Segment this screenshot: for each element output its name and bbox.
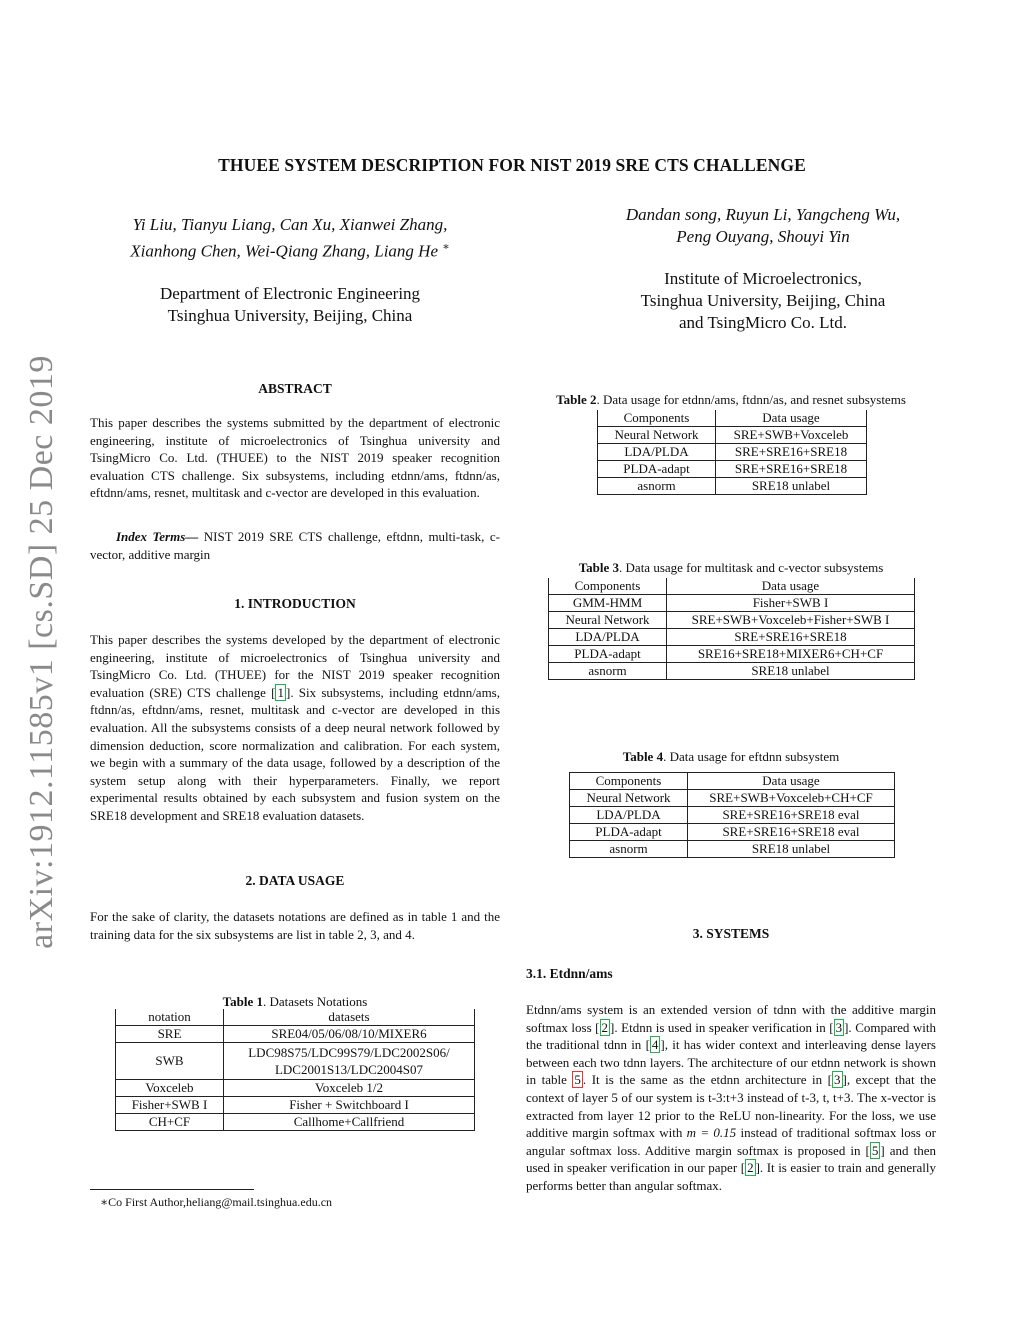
table-cell: Fisher+SWB I [667, 595, 915, 612]
table-header-cell: Components [570, 773, 688, 790]
table-row [570, 824, 895, 841]
table-row [549, 595, 915, 612]
table-cell: SRE04/05/06/08/10/MIXER6 [224, 1026, 475, 1043]
table-row [598, 478, 867, 495]
table4-caption: Table 4. Data usage for eftdnn subsystem [622, 749, 840, 764]
table-cell: Fisher+SWB I [116, 1097, 224, 1114]
footnote: ∗Co First Author,heliang@mail.tsinghua.edu.cn [100, 1195, 333, 1209]
table-header-cell: Data usage [716, 410, 867, 427]
table-header-cell: notation [116, 1009, 224, 1026]
abstract-heading: ABSTRACT [258, 381, 332, 396]
table-row [549, 646, 915, 663]
table-row [549, 629, 915, 646]
table-cell: CH+CF [116, 1114, 224, 1131]
authors-right-line2: Peng Ouyang, Shouyi Yin [676, 227, 850, 246]
table-row [549, 663, 915, 680]
table-cell: Fisher + Switchboard I [224, 1097, 475, 1114]
margin-expression: m = 0.15 [686, 1125, 737, 1141]
authors-left [90, 214, 490, 327]
table-header-row [116, 1009, 475, 1026]
table-cell: LDC98S75/LDC99S79/LDC2002S06/ LDC2001S13/LDC2004S07 [224, 1043, 475, 1080]
table-cell: GMM-HMM [549, 595, 667, 612]
table-cell: SRE+SRE16+SRE18 eval [688, 807, 895, 824]
table-row [116, 1043, 475, 1080]
affil-right-3: and TsingMicro Co. Ltd. [678, 313, 848, 332]
table-row [598, 444, 867, 461]
table-cell: SRE+SWB+Voxceleb+Fisher+SWB I [667, 612, 915, 629]
table-row [116, 1080, 475, 1097]
table-row [116, 1026, 475, 1043]
citation-link[interactable]: 5 [871, 1142, 879, 1158]
table-header-cell: Data usage [688, 773, 895, 790]
etdnn-text: Etdnn/ams system is an extended version of tdnn with the additive margin softmax loss [ 2 ]. Etdnn is used in speaker verification in [ 3 ]. Compared with the traditional tdnn in [ 4 ], it has wider context and interleaving dense layers between each two tdnn layers. The architecture of our etdnn network is shown in table 5 . It is the same as the etdnn architecture in [ 3 ], except that the context of layer 5 of our system is t-3:t+3 instead of t-3, t, t+3. The x-vector is extracted from layer 12 prior to the ReLU non-linearity. For the loss, we use additive margin softmax with m = 0.15 instead of traditional softmax loss or angular softmax loss. Additive margin softmax is proposed in [ 5 ] and then used in speaker verification in our paper [ 2 ]. It is easier to train and generally performs better than angular softmax. [526, 1002, 936, 1193]
table-header-row [598, 410, 867, 427]
table1 [115, 1009, 475, 1131]
table2 [597, 410, 867, 495]
table-header-row [570, 773, 895, 790]
table-cell: Voxceleb 1/2 [224, 1080, 475, 1097]
authors-right [563, 204, 963, 334]
index-terms-text: NIST 2019 SRE CTS challenge, eftdnn, multi-task, c-vector, additive margin [90, 529, 500, 562]
table-cell: Neural Network [570, 790, 688, 807]
table-cell: Neural Network [598, 427, 716, 444]
corresponding-author-mark: ∗ [442, 241, 450, 253]
table-cell: PLDA-adapt [549, 646, 667, 663]
table-cell: SRE16+SRE18+MIXER6+CH+CF [667, 646, 915, 663]
table2-caption: Table 2. Data usage for etdnn/ams, ftdnn/as, and resnet subsystems [556, 392, 906, 407]
authors-left-line1: Yi Liu, Tianyu Liang, Can Xu, Xianwei Zhang, [132, 215, 448, 234]
table-cell: LDA/PLDA [598, 444, 716, 461]
table-cell: PLDA-adapt [570, 824, 688, 841]
table-ref-link[interactable]: 5 [574, 1072, 581, 1088]
abstract-text: This paper describes the systems submitted by the department of electronic engineering, institute of microelectronics of Tsinghua university and TsingMicro Co. Ltd. (THUEE) to the NIST 2019 speaker recognition evaluation CTS challenge. Six subsystems, including etdnn/ams, ftdnn/as, eftdnn/ams, resnet, multitask and c-vector are developed in this evaluation. [90, 415, 500, 501]
arxiv-sidebar [22, 352, 62, 952]
citation-link[interactable]: 2 [747, 1160, 754, 1176]
table-cell: SRE18 unlabel [716, 478, 867, 495]
affil-right-2: Tsinghua University, Beijing, China [640, 291, 886, 310]
index-terms-label: Index Terms— [116, 529, 199, 544]
affil-left-1: Department of Electronic Engineering [159, 283, 421, 303]
table-row [570, 807, 895, 824]
footnote-rule [90, 1189, 254, 1190]
table-header-cell: Data usage [667, 578, 915, 595]
table-cell: Voxceleb [116, 1080, 224, 1097]
table-header-cell: Components [598, 410, 716, 427]
table4 [569, 772, 895, 858]
table-cell: SWB [116, 1043, 224, 1080]
table-cell: asnorm [570, 841, 688, 858]
table-row [570, 841, 895, 858]
citation-link[interactable]: 3 [834, 1072, 841, 1088]
authors-left-line2: Xianhong Chen, Wei-Qiang Zhang, Liang He ∗ [130, 241, 450, 261]
table-cell: PLDA-adapt [598, 461, 716, 478]
data-usage-text: For the sake of clarity, the datasets notations are defined as in table 1 and the training data for the six subsystems are list in table 2, 3, and 4. [90, 909, 500, 942]
data-usage-heading: 2. DATA USAGE [245, 873, 345, 888]
table-cell: SRE+SRE16+SRE18 [716, 444, 867, 461]
table-cell: LDA/PLDA [549, 629, 667, 646]
table3 [548, 578, 915, 680]
systems-heading: 3. SYSTEMS [692, 926, 770, 941]
table-row [549, 612, 915, 629]
table-row [116, 1114, 475, 1131]
table-cell: SRE+SWB+Voxceleb+CH+CF [688, 790, 895, 807]
authors-right-line1: Dandan song, Ruyun Li, Yangcheng Wu, [625, 205, 901, 224]
table-cell: asnorm [598, 478, 716, 495]
etdnn-subheading: 3.1. Etdnn/ams [526, 966, 613, 981]
table-row [116, 1097, 475, 1114]
table-row [598, 427, 867, 444]
table-cell: SRE+SRE16+SRE18 [716, 461, 867, 478]
affil-right-1: Institute of Microelectronics, [664, 269, 862, 288]
citation-link[interactable]: 1 [277, 684, 284, 700]
table-cell: LDA/PLDA [570, 807, 688, 824]
affil-left-2: Tsinghua University, Beijing, China [167, 305, 413, 325]
index-terms [90, 528, 500, 563]
citation-link[interactable]: 3 [835, 1019, 843, 1035]
table-cell: SRE+SRE16+SRE18 eval [688, 824, 895, 841]
paper-title: THUEE SYSTEM DESCRIPTION FOR NIST 2019 SRE CTS CHALLENGE [218, 155, 806, 175]
table-header-row [549, 578, 915, 595]
table-cell: Callhome+Callfriend [224, 1114, 475, 1131]
table-row [598, 461, 867, 478]
arxiv-id: arXiv:1912.11585v1 [cs.SD] 25 Dec 2019 [23, 355, 60, 949]
citation-link[interactable]: 2 [601, 1019, 609, 1035]
table-header-cell: Components [549, 578, 667, 595]
table-row [570, 790, 895, 807]
citation-link[interactable]: 4 [651, 1037, 659, 1053]
table-cell: SRE+SWB+Voxceleb [716, 427, 867, 444]
intro-text: This paper describes the systems developed by the department of electronic engineering, institute of microelectronics of Tsinghua university and TsingMicro Co. Ltd. (THUEE) for the NIST 2019 speaker recognition evaluation (SRE) CTS challenge [ 1 ]. Six subsystems, including etdnn/ams, ftdnn/as, eftdnn/ams, resnet, multitask and c-vector are developed in this evaluation. All the subsystems consists of a deep neural network followed by dimension deduction, score normalization and calibration. For each system, we begin with a summary of the data usage, followed by a description of the system setup along with their hyperparameters. Finally, we report experimental results obtained by each subsystem and fusion system on the SRE18 development and SRE18 evaluation datasets. [90, 632, 500, 823]
table-cell: Neural Network [549, 612, 667, 629]
table-header-cell: datasets [224, 1009, 475, 1026]
intro-heading: 1. INTRODUCTION [234, 596, 356, 611]
table-cell: SRE+SRE16+SRE18 [667, 629, 915, 646]
table-cell: SRE [116, 1026, 224, 1043]
table3-caption: Table 3. Data usage for multitask and c-vector subsystems [578, 560, 884, 575]
table1-caption: Table 1. Datasets Notations [222, 994, 368, 1009]
table-cell: SRE18 unlabel [667, 663, 915, 680]
table-cell: asnorm [549, 663, 667, 680]
table-cell: SRE18 unlabel [688, 841, 895, 858]
